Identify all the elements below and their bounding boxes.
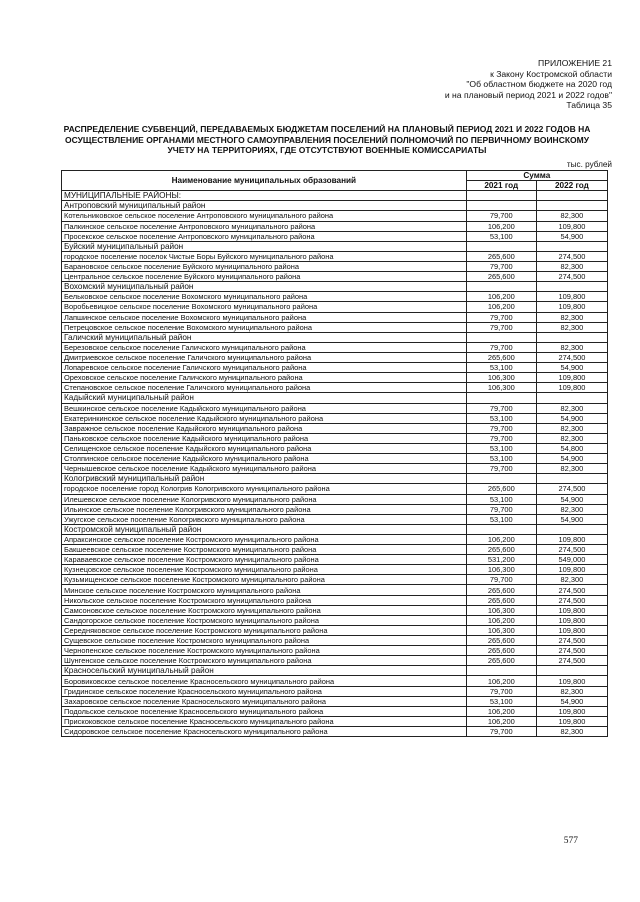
- amount-2022-cell: 82,300: [536, 433, 607, 443]
- settlement-name-cell: Самсоновское сельское поселение Костромского муниципального района: [62, 605, 467, 615]
- appendix-table-number: Таблица 35: [566, 100, 612, 111]
- table-group-row: [62, 282, 608, 292]
- table-row: [62, 575, 608, 585]
- settlement-name-cell: Лапшинское сельское поселение Вохомского муниципального района: [62, 312, 467, 322]
- amount-2021-cell: 79,700: [466, 504, 536, 514]
- amount-2021-cell: [466, 241, 536, 251]
- amount-2021-cell: 79,700: [466, 423, 536, 433]
- amount-2021-cell: 106,200: [466, 706, 536, 716]
- table-row: [62, 706, 608, 716]
- amount-2022-cell: 82,300: [536, 727, 607, 737]
- amount-2022-cell: 82,300: [536, 686, 607, 696]
- amount-2022-cell: 274,500: [536, 595, 607, 605]
- appendix-header: [445, 58, 612, 111]
- settlement-name-cell: Столпинское сельское поселение Кадыйского муниципального района: [62, 454, 467, 464]
- amount-2021-cell: 79,700: [466, 261, 536, 271]
- amount-2021-cell: 53,100: [466, 413, 536, 423]
- amount-2022-cell: 54,900: [536, 454, 607, 464]
- amount-2022-cell: 82,300: [536, 322, 607, 332]
- group-name-cell: Буйский муниципальный район: [62, 241, 467, 251]
- amount-2021-cell: 106,200: [466, 676, 536, 686]
- amount-2021-cell: 265,600: [466, 595, 536, 605]
- settlement-name-cell: Лопаревское сельское поселение Галичского муниципального района: [62, 363, 467, 373]
- amount-2022-cell: 109,800: [536, 565, 607, 575]
- settlement-name-cell: Паньковское сельское поселение Кадыйского муниципального района: [62, 433, 467, 443]
- table-group-row: [62, 393, 608, 403]
- settlement-name-cell: Сандогорское сельское поселение Костромского муниципального района: [62, 615, 467, 625]
- settlement-name-cell: Подольское сельское поселение Красносельского муниципального района: [62, 706, 467, 716]
- amount-2021-cell: 79,700: [466, 211, 536, 221]
- table-group-row: [62, 201, 608, 211]
- table-row: [62, 494, 608, 504]
- appendix-budget-reference: "Об областном бюджете на 2020 год: [466, 79, 612, 90]
- settlement-name-cell: Середняковское сельское поселение Костромского муниципального района: [62, 625, 467, 635]
- appendix-planning-period: и на плановый период 2021 и 2022 годов": [444, 89, 612, 100]
- amount-2021-cell: 79,700: [466, 322, 536, 332]
- table-group-row: [62, 241, 608, 251]
- group-name-cell: МУНИЦИПАЛЬНЫЕ РАЙОНЫ:: [62, 191, 467, 201]
- amount-2022-cell: 109,800: [536, 292, 607, 302]
- settlement-name-cell: Чернышевское сельское поселение Кадыйского муниципального района: [62, 464, 467, 474]
- table-row: [62, 534, 608, 544]
- table-row: [62, 716, 608, 726]
- settlement-name-cell: Боровиковское сельское поселение Красносельского муниципального района: [62, 676, 467, 686]
- amount-2022-cell: [536, 332, 607, 342]
- table-row: [62, 656, 608, 666]
- amount-2022-cell: 54,900: [536, 514, 607, 524]
- settlement-name-cell: Завражное сельское поселение Кадыйского муниципального района: [62, 423, 467, 433]
- table-row: [62, 322, 608, 332]
- amount-2021-cell: [466, 201, 536, 211]
- amount-2021-cell: 106,200: [466, 615, 536, 625]
- document-title: РАСПРЕДЕЛЕНИЕ СУБВЕНЦИЙ, ПЕРЕДАВАЕМЫХ БЮДЖЕТАМ ПОСЕЛЕНИЙ НА ПЛАНОВЫЙ ПЕРИОД 2021 И 2022 ГОДОВ НА ОСУЩЕСТВЛЕНИЕ ОРГАНАМИ МЕСТНОГО САМОУПРАВЛЕНИЯ ПОСЕЛЕНИЙ ПОЛНОМОЧИЙ ПО ПЕРВИЧНОМУ ВОИНСКОМУ УЧЕТУ НА ТЕРРИТОРИЯХ, ГДЕ ОТСУТСТВУЮТ ВОЕННЫЕ КОМИССАРИАТЫ: [63, 124, 591, 155]
- amount-2021-cell: 79,700: [466, 575, 536, 585]
- table-group-row: [62, 474, 608, 484]
- appendix-law-reference: к Закону Костромской области: [490, 68, 612, 79]
- amount-2022-cell: 82,300: [536, 504, 607, 514]
- amount-2021-cell: 106,300: [466, 605, 536, 615]
- amount-2022-cell: 274,500: [536, 646, 607, 656]
- table-row: [62, 565, 608, 575]
- group-name-cell: Красносельский муниципальный район: [62, 666, 467, 676]
- amount-2022-cell: 274,500: [536, 545, 607, 555]
- table-row: [62, 231, 608, 241]
- table-row: [62, 545, 608, 555]
- amount-2021-cell: 53,100: [466, 363, 536, 373]
- group-name-cell: Антроповский муниципальный район: [62, 201, 467, 211]
- table-row: [62, 646, 608, 656]
- settlement-name-cell: Центральное сельское поселение Буйского муниципального района: [62, 272, 467, 282]
- table-row: [62, 251, 608, 261]
- settlement-name-cell: Ильинское сельское поселение Кологривского муниципального района: [62, 504, 467, 514]
- amount-2021-cell: 265,600: [466, 251, 536, 261]
- amount-2022-cell: 109,800: [536, 676, 607, 686]
- table-row: [62, 373, 608, 383]
- amount-2022-cell: 109,800: [536, 383, 607, 393]
- amount-2022-cell: 109,800: [536, 534, 607, 544]
- amount-2021-cell: 531,200: [466, 555, 536, 565]
- amount-2022-cell: 54,900: [536, 696, 607, 706]
- amount-2022-cell: 82,300: [536, 342, 607, 352]
- settlement-name-cell: Березовское сельское поселение Галичского муниципального района: [62, 342, 467, 352]
- settlement-name-cell: Бакшеевское сельское поселение Костромского муниципального района: [62, 545, 467, 555]
- settlement-name-cell: Екатеринкинское сельское поселение Кадыйского муниципального района: [62, 413, 467, 423]
- amount-2021-cell: [466, 282, 536, 292]
- amount-2021-cell: [466, 524, 536, 534]
- amount-2021-cell: 265,600: [466, 545, 536, 555]
- table-row: [62, 423, 608, 433]
- table-row: [62, 403, 608, 413]
- amount-2022-cell: 82,300: [536, 423, 607, 433]
- settlement-name-cell: Кузьмищенское сельское поселение Костромского муниципального района: [62, 575, 467, 585]
- group-name-cell: Кадыйский муниципальный район: [62, 393, 467, 403]
- amount-2022-cell: [536, 666, 607, 676]
- group-name-cell: Костромской муниципальный район: [62, 524, 467, 534]
- table-row: [62, 555, 608, 565]
- amount-2022-cell: 109,800: [536, 373, 607, 383]
- page-number: 577: [563, 836, 578, 846]
- settlement-name-cell: Селищенское сельское поселение Кадыйского муниципального района: [62, 443, 467, 453]
- amount-2022-cell: 109,800: [536, 605, 607, 615]
- amount-2022-cell: 82,300: [536, 312, 607, 322]
- table-row: [62, 636, 608, 646]
- amount-2022-cell: [536, 524, 607, 534]
- amount-2021-cell: 265,600: [466, 636, 536, 646]
- settlement-name-cell: Воробьевицкое сельское поселение Вохомского муниципального района: [62, 302, 467, 312]
- amount-2021-cell: [466, 332, 536, 342]
- amount-2021-cell: 79,700: [466, 433, 536, 443]
- amount-2022-cell: 109,800: [536, 625, 607, 635]
- amount-2022-cell: 82,300: [536, 403, 607, 413]
- table-row: [62, 727, 608, 737]
- amount-2022-cell: 274,500: [536, 484, 607, 494]
- settlement-name-cell: Бельковское сельское поселение Вохомского муниципального района: [62, 292, 467, 302]
- amount-2022-cell: 54,900: [536, 231, 607, 241]
- settlement-name-cell: Апраксинское сельское поселение Костромского муниципального района: [62, 534, 467, 544]
- table-row: [62, 292, 608, 302]
- amount-2022-cell: 109,800: [536, 706, 607, 716]
- amount-2022-cell: 109,800: [536, 221, 607, 231]
- amount-2021-cell: 106,200: [466, 302, 536, 312]
- table-row: [62, 443, 608, 453]
- table-group-row: [62, 666, 608, 676]
- table-row: [62, 605, 608, 615]
- amount-2021-cell: 106,300: [466, 383, 536, 393]
- amount-2022-cell: 109,800: [536, 615, 607, 625]
- settlement-name-cell: Вешкинское сельское поселение Кадыйского муниципального района: [62, 403, 467, 413]
- amount-2021-cell: 265,600: [466, 585, 536, 595]
- column-header-2022: 2022 год: [536, 181, 607, 191]
- table-row: [62, 504, 608, 514]
- amount-2022-cell: 54,900: [536, 363, 607, 373]
- amount-2022-cell: [536, 241, 607, 251]
- amount-2022-cell: 109,800: [536, 716, 607, 726]
- table-row: [62, 676, 608, 686]
- amount-2021-cell: 53,100: [466, 494, 536, 504]
- group-name-cell: Галичский муниципальный район: [62, 332, 467, 342]
- amount-2021-cell: 53,100: [466, 454, 536, 464]
- table-row: [62, 211, 608, 221]
- table-row: [62, 221, 608, 231]
- settlement-name-cell: Прискоковское сельское поселение Красносельского муниципального района: [62, 716, 467, 726]
- settlement-name-cell: Палкинское сельское поселение Антроповского муниципального района: [62, 221, 467, 231]
- settlement-name-cell: Кузнецовское сельское поселение Костромского муниципального района: [62, 565, 467, 575]
- amount-2022-cell: 82,300: [536, 464, 607, 474]
- settlement-name-cell: городское поселение поселок Чистые Боры Буйского муниципального района: [62, 251, 467, 261]
- table-row: [62, 484, 608, 494]
- table-row: [62, 312, 608, 322]
- amount-2022-cell: 274,500: [536, 272, 607, 282]
- settlement-name-cell: Илешевское сельское поселение Кологривского муниципального района: [62, 494, 467, 504]
- settlement-name-cell: Котельниковское сельское поселение Антроповского муниципального района: [62, 211, 467, 221]
- amount-2022-cell: 54,900: [536, 413, 607, 423]
- amount-2021-cell: 106,200: [466, 221, 536, 231]
- table-row: [62, 595, 608, 605]
- settlement-name-cell: Караваевское сельское поселение Костромского муниципального района: [62, 555, 467, 565]
- amount-2021-cell: 53,100: [466, 443, 536, 453]
- amount-2022-cell: [536, 191, 607, 201]
- settlement-name-cell: городское поселение город Кологрив Кологривского муниципального района: [62, 484, 467, 494]
- settlement-name-cell: Никольское сельское поселение Костромского муниципального района: [62, 595, 467, 605]
- table-row: [62, 454, 608, 464]
- table-row: [62, 413, 608, 423]
- appendix-number: ПРИЛОЖЕНИЕ 21: [538, 58, 612, 68]
- amount-2021-cell: 53,100: [466, 696, 536, 706]
- amount-2021-cell: [466, 666, 536, 676]
- table-row: [62, 615, 608, 625]
- table-row: [62, 433, 608, 443]
- settlement-name-cell: Просекское сельское поселение Антроповского муниципального района: [62, 231, 467, 241]
- table-group-row: [62, 332, 608, 342]
- table-group-row: [62, 191, 608, 201]
- table-row: [62, 464, 608, 474]
- settlement-name-cell: Гридинское сельское поселение Красносельского муниципального района: [62, 686, 467, 696]
- amount-2022-cell: 109,800: [536, 302, 607, 312]
- settlement-name-cell: Дмитриевское сельское поселение Галичского муниципального района: [62, 352, 467, 362]
- amount-2022-cell: 274,500: [536, 636, 607, 646]
- column-header-2021: 2021 год: [466, 181, 536, 191]
- table-row: [62, 514, 608, 524]
- settlement-name-cell: Чернопенское сельское поселение Костромского муниципального района: [62, 646, 467, 656]
- table-row: [62, 363, 608, 373]
- amount-2021-cell: [466, 474, 536, 484]
- table-row: [62, 302, 608, 312]
- settlement-name-cell: Минское сельское поселение Костромского муниципального района: [62, 585, 467, 595]
- amount-2022-cell: 54,800: [536, 443, 607, 453]
- amount-2021-cell: 106,300: [466, 373, 536, 383]
- amount-2021-cell: 265,600: [466, 484, 536, 494]
- settlement-name-cell: Ореховское сельское поселение Галичского муниципального района: [62, 373, 467, 383]
- amount-2021-cell: 79,700: [466, 403, 536, 413]
- column-header-name: Наименование муниципальных образований: [62, 171, 467, 191]
- table-row: [62, 585, 608, 595]
- amount-2022-cell: [536, 282, 607, 292]
- amount-2022-cell: [536, 474, 607, 484]
- table-row: [62, 696, 608, 706]
- table-row: [62, 352, 608, 362]
- amount-2022-cell: 82,300: [536, 575, 607, 585]
- amount-2021-cell: 106,300: [466, 625, 536, 635]
- table-body: [62, 191, 608, 737]
- amount-2022-cell: 54,900: [536, 494, 607, 504]
- amount-2021-cell: 265,600: [466, 272, 536, 282]
- subsidies-table: [61, 170, 608, 737]
- table-row: [62, 383, 608, 393]
- amount-2021-cell: 79,700: [466, 312, 536, 322]
- table-row: [62, 261, 608, 271]
- amount-2022-cell: 274,500: [536, 251, 607, 261]
- settlement-name-cell: Ужугское сельское поселение Кологривского муниципального района: [62, 514, 467, 524]
- amount-2022-cell: 549,000: [536, 555, 607, 565]
- group-name-cell: Кологривский муниципальный район: [62, 474, 467, 484]
- amount-2022-cell: 274,500: [536, 585, 607, 595]
- settlement-name-cell: Захаровское сельское поселение Красносельского муниципального района: [62, 696, 467, 706]
- table-row: [62, 625, 608, 635]
- amount-2021-cell: 79,700: [466, 686, 536, 696]
- amount-2021-cell: 106,200: [466, 716, 536, 726]
- amount-2022-cell: 82,300: [536, 211, 607, 221]
- settlement-name-cell: Петрецовское сельское поселение Вохомского муниципального района: [62, 322, 467, 332]
- amount-2022-cell: 274,500: [536, 656, 607, 666]
- amount-2021-cell: 265,600: [466, 352, 536, 362]
- table-group-row: [62, 524, 608, 534]
- amount-2022-cell: [536, 201, 607, 211]
- group-name-cell: Вохомский муниципальный район: [62, 282, 467, 292]
- column-header-sum: Сумма: [466, 171, 607, 181]
- amount-2021-cell: 79,700: [466, 727, 536, 737]
- settlement-name-cell: Степановское сельское поселение Галичского муниципального района: [62, 383, 467, 393]
- settlement-name-cell: Шунгенское сельское поселение Костромского муниципального района: [62, 656, 467, 666]
- amount-2021-cell: 106,200: [466, 292, 536, 302]
- amount-2021-cell: 106,300: [466, 565, 536, 575]
- table-row: [62, 342, 608, 352]
- amount-2022-cell: 82,300: [536, 261, 607, 271]
- units-label: тыс. рублей: [566, 160, 612, 169]
- amount-2021-cell: [466, 393, 536, 403]
- settlement-name-cell: Барановское сельское поселение Буйского муниципального района: [62, 261, 467, 271]
- amount-2021-cell: [466, 191, 536, 201]
- amount-2021-cell: 265,600: [466, 646, 536, 656]
- amount-2021-cell: 53,100: [466, 514, 536, 524]
- amount-2022-cell: [536, 393, 607, 403]
- amount-2021-cell: 79,700: [466, 464, 536, 474]
- amount-2021-cell: 106,200: [466, 534, 536, 544]
- amount-2021-cell: 265,600: [466, 656, 536, 666]
- settlement-name-cell: Сущевское сельское поселение Костромского муниципального района: [62, 636, 467, 646]
- table-row: [62, 686, 608, 696]
- amount-2021-cell: 53,100: [466, 231, 536, 241]
- table-row: [62, 272, 608, 282]
- amount-2021-cell: 79,700: [466, 342, 536, 352]
- amount-2022-cell: 274,500: [536, 352, 607, 362]
- settlement-name-cell: Сидоровское сельское поселение Красносельского муниципального района: [62, 727, 467, 737]
